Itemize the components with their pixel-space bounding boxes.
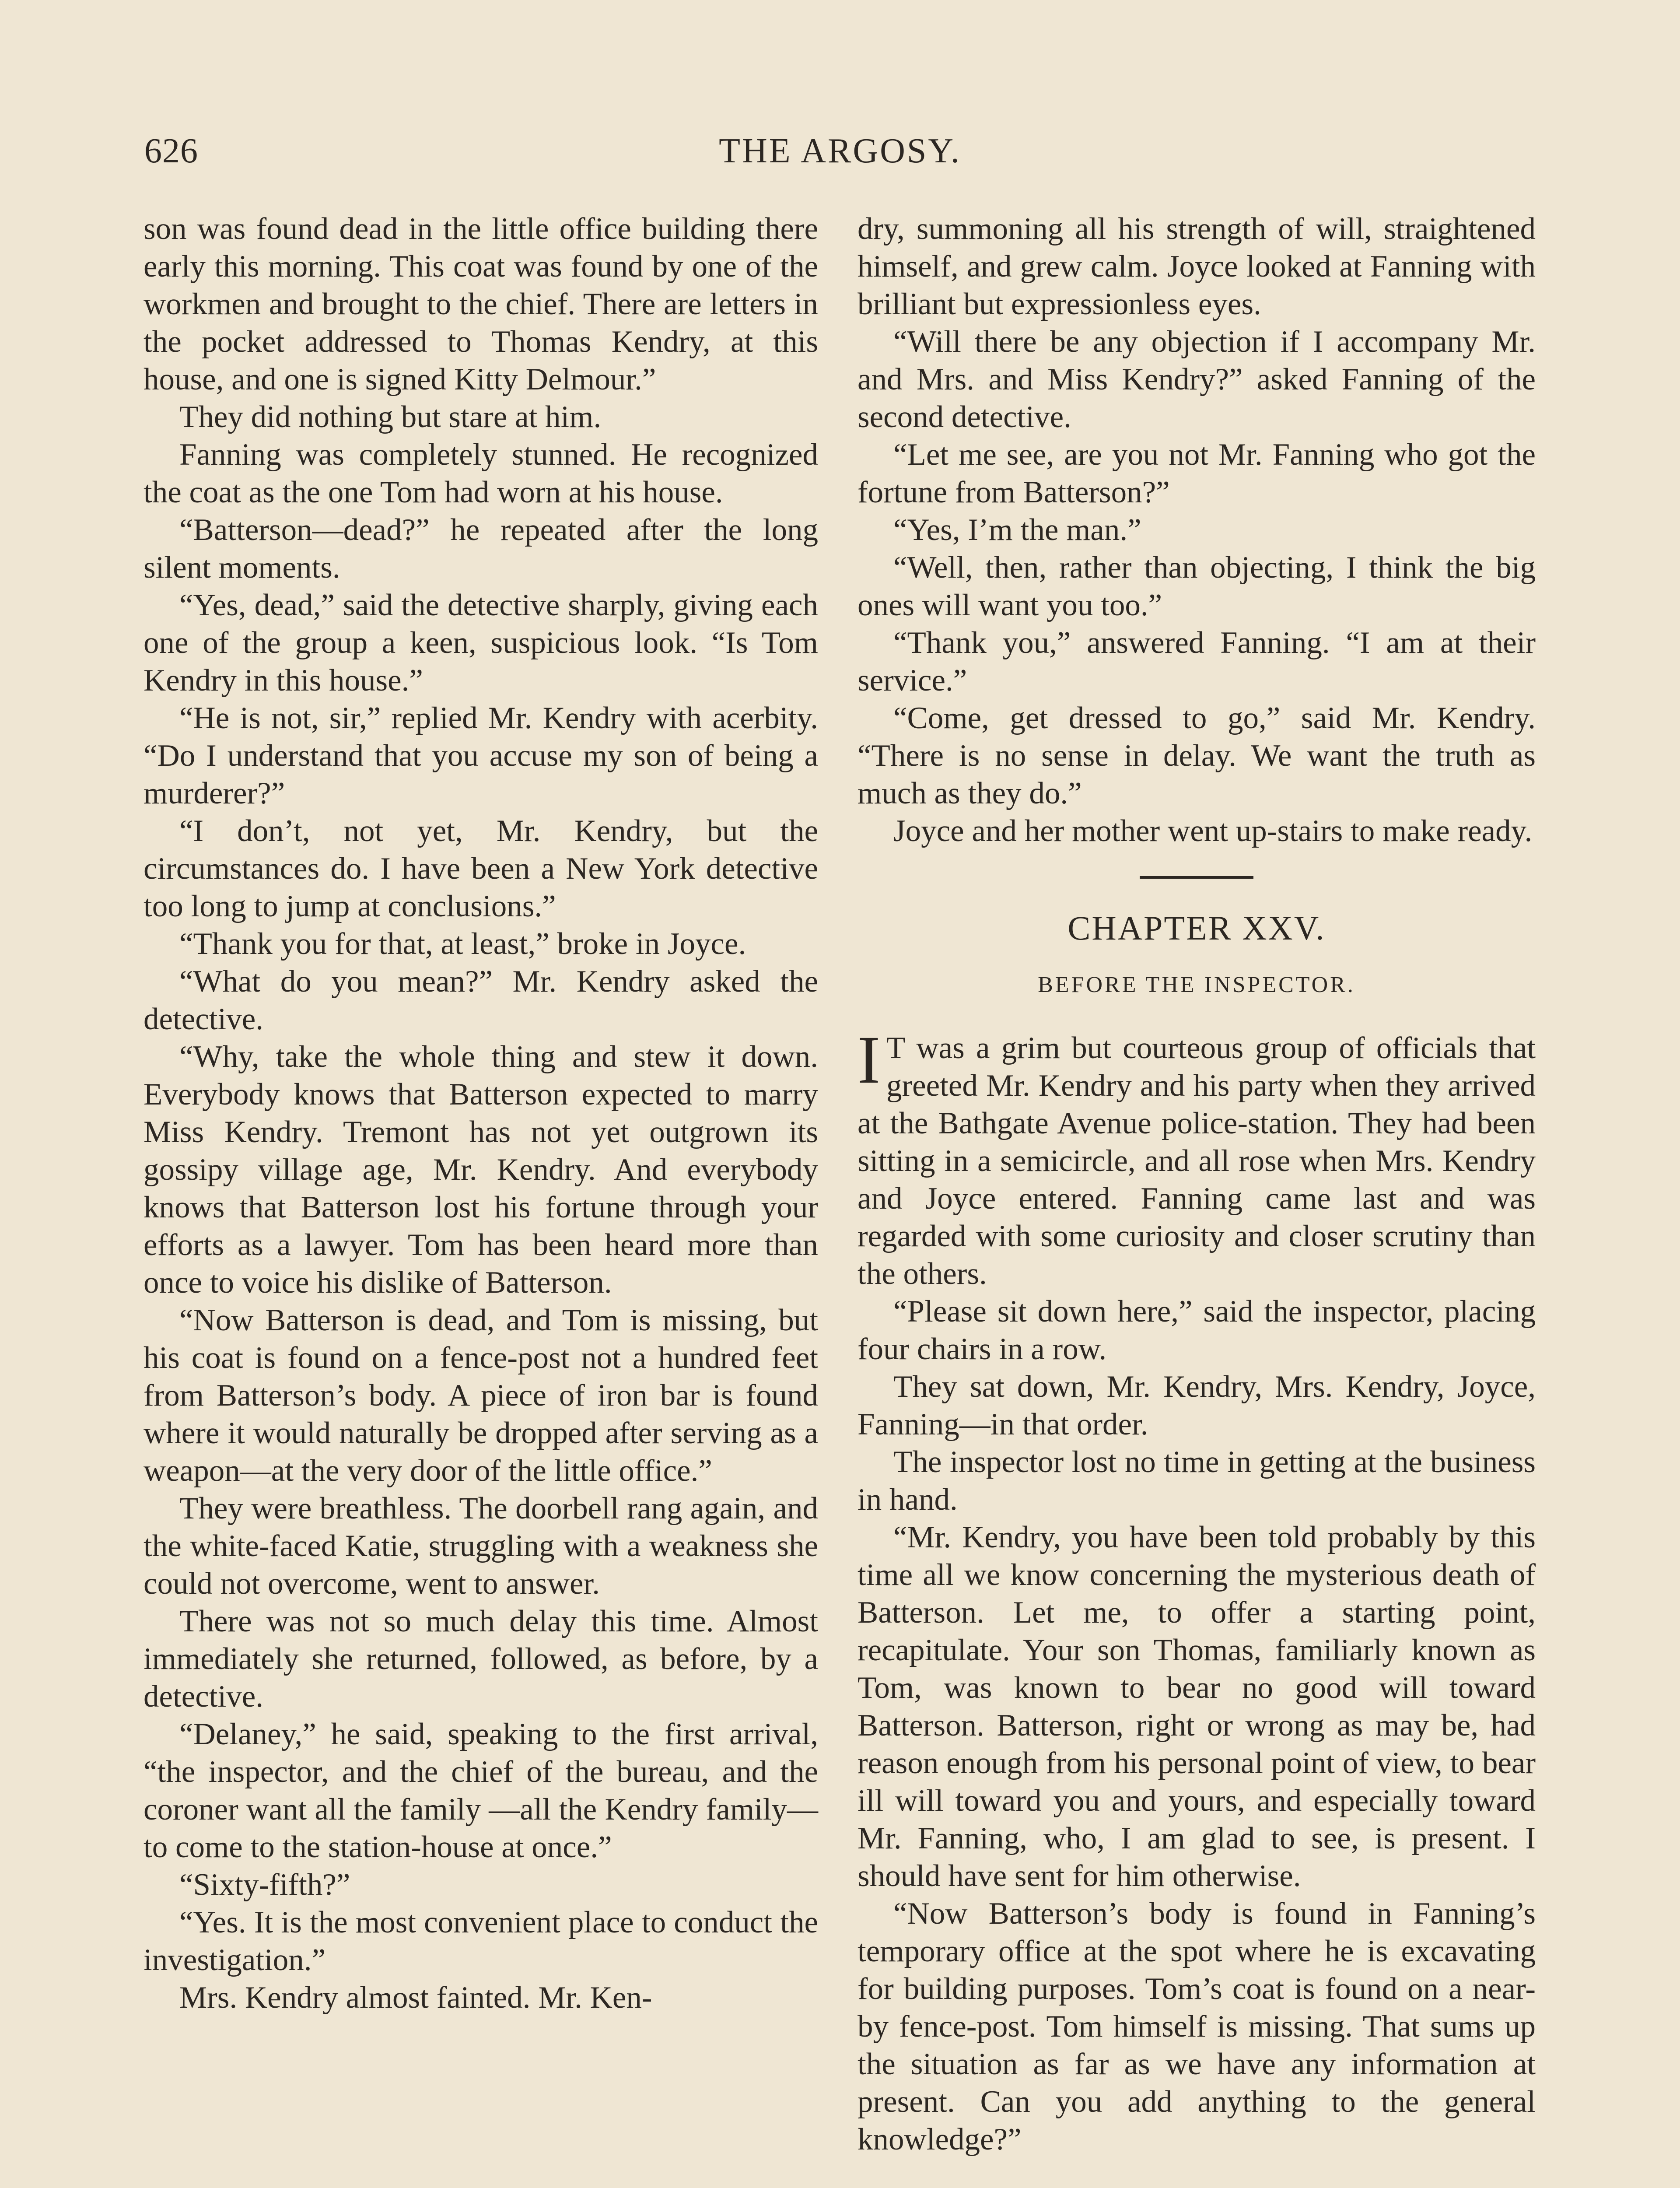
paragraph: “Now Batterson’s body is found in Fanning’s temporary office at the spot where he is excavating for building purposes. Tom’s coat is found on a near-by fence-post. Tom himself is missing. That sums up the situation as far as we have any information at present. Can you add anything to the general knowledge?” [858,1897,1536,2156]
paragraph: “Mr. Kendry, you have been told probably by this time all we know concerning the mysterious death of Batterson. Let me, to offer a starting point, recapitulate. Your son Thomas, familiarly known as Tom, was known to bear no good will toward Batterson. Batterson, right or wrong as may be, had reason enough from his personal point of view, to bear ill will toward you and yours, and especially toward Mr. Fanning, who, I am glad to see, is present. I should have sent for him otherwise. [858,1520,1536,1893]
paragraph: Fanning was completely stunned. He recognized the coat as the one Tom had worn at his house. [144,438,818,509]
paragraph: Mrs. Kendry almost fainted. Mr. Ken- [179,1981,652,2015]
paragraph: They did nothing but stare at him. [179,400,602,434]
paragraph: son was found dead in the little office building there early this morning. This coat was found by one of the workmen and brought to the chief. There are letters in the pocket addressed to Thomas Kendry, at this house, and one is signed Kitty Delmour.” [144,212,818,396]
paragraph: “Will there be any objection if I accompany Mr. and Mrs. and Miss Kendry?” asked Fanning of the second detective. [858,325,1536,434]
left-column [144,210,818,2016]
running-title: THE ARGOSY. [719,132,961,170]
chapter-opening-paragraph [858,1022,1536,1293]
paragraph: “Well, then, rather than objecting, I think the big ones will want you too.” [858,551,1536,622]
chapter-heading: CHAPTER XXV. [1068,909,1326,947]
paragraph: “Thank you for that, at least,” broke in Joyce. [179,927,746,961]
paragraph: “Please sit down here,” said the inspector, placing four chairs in a row. [858,1294,1536,1366]
paragraph: dry, summoning all his strength of will, straightened himself, and grew calm. Joyce looked at Fanning with brilliant but expressionless eyes. [858,212,1536,321]
paragraph: “I don’t, not yet, Mr. Kendry, but the circumstances do. I have been a New York detective too long to jump at conclusions.” [144,814,818,923]
paragraph: “Batterson—dead?” he repeated after the long silent moments. [144,513,818,585]
paragraph: “Delaney,” he said, speaking to the first arrival, “the inspector, and the chief of the bureau, and the coroner want all the family —all the Kendry family—to come to the station-house at once.” [144,1717,818,1864]
paragraph: The inspector lost no time in getting at the business in hand. [858,1445,1536,1517]
paragraph: They sat down, Mr. Kendry, Mrs. Kendry, Joyce, Fanning—in that order. [858,1370,1536,1441]
paragraph: Joyce and her mother went up-stairs to make ready. [893,814,1533,848]
paragraph: “Let me see, are you not Mr. Fanning who got the fortune from Batterson?” [858,438,1536,509]
paragraph: “Now Batterson is dead, and Tom is missing, but his coat is found on a fence-post not a hundred feet from Batterson’s body. A piece of iron bar is found where it would naturally be dropped after serving as a weapon—at the very door of the little office.” [144,1303,818,1488]
paragraph: “What do you mean?” Mr. Kendry asked the detective. [144,964,818,1036]
chapter-title: BEFORE THE INSPECTOR. [1038,972,1355,997]
paragraph: “Why, take the whole thing and stew it down. Everybody knows that Batterson expected to marry Miss Kendry. Tremont has not yet outgrown its gossipy village age, Mr. Kendry. And everybody knows that Batterson lost his fortune through your efforts as a lawyer. Tom has been heard more than once to voice his dislike of Batterson. [144,1040,818,1300]
paragraph: “Come, get dressed to go,” said Mr. Kendry. “There is no sense in delay. We want the truth as much as they do.” [858,701,1536,810]
paragraph: “Yes. It is the most convenient place to conduct the investigation.” [144,1905,818,1977]
section-divider [1140,876,1253,879]
paragraph: There was not so much delay this time. Almost immediately she returned, followed, as before, by a detective. [144,1604,818,1714]
paragraph: “Yes, dead,” said the detective sharply, giving each one of the group a keen, suspicious look. “Is Tom Kendry in this house.” [144,588,818,698]
opening-text: T was a grim but courteous group of officials that greeted Mr. Kendry and his party when they arrived at the Bathgate Avenue police-station. They had been sitting in a semicircle, and all rose when Mrs. Kendry and Joyce entered. Fanning came last and was regarded with some curiosity and closer scrutiny than the others. [858,1031,1536,1291]
right-column [858,210,1536,2158]
paragraph: They were breathless. The doorbell rang again, and the white-faced Katie, struggling with a weakness she could not overcome, went to answer. [144,1491,818,1601]
paragraph: “He is not, sir,” replied Mr. Kendry with acerbity. “Do I understand that you accuse my son of being a murderer?” [144,701,818,810]
paragraph: “Sixty-fifth?” [179,1868,350,1902]
paragraph: “Thank you,” answered Fanning. “I am at their service.” [858,626,1536,698]
drop-cap: I [858,1022,880,1098]
paragraph: “Yes, I’m the man.” [893,513,1141,547]
page-number: 626 [144,132,198,170]
